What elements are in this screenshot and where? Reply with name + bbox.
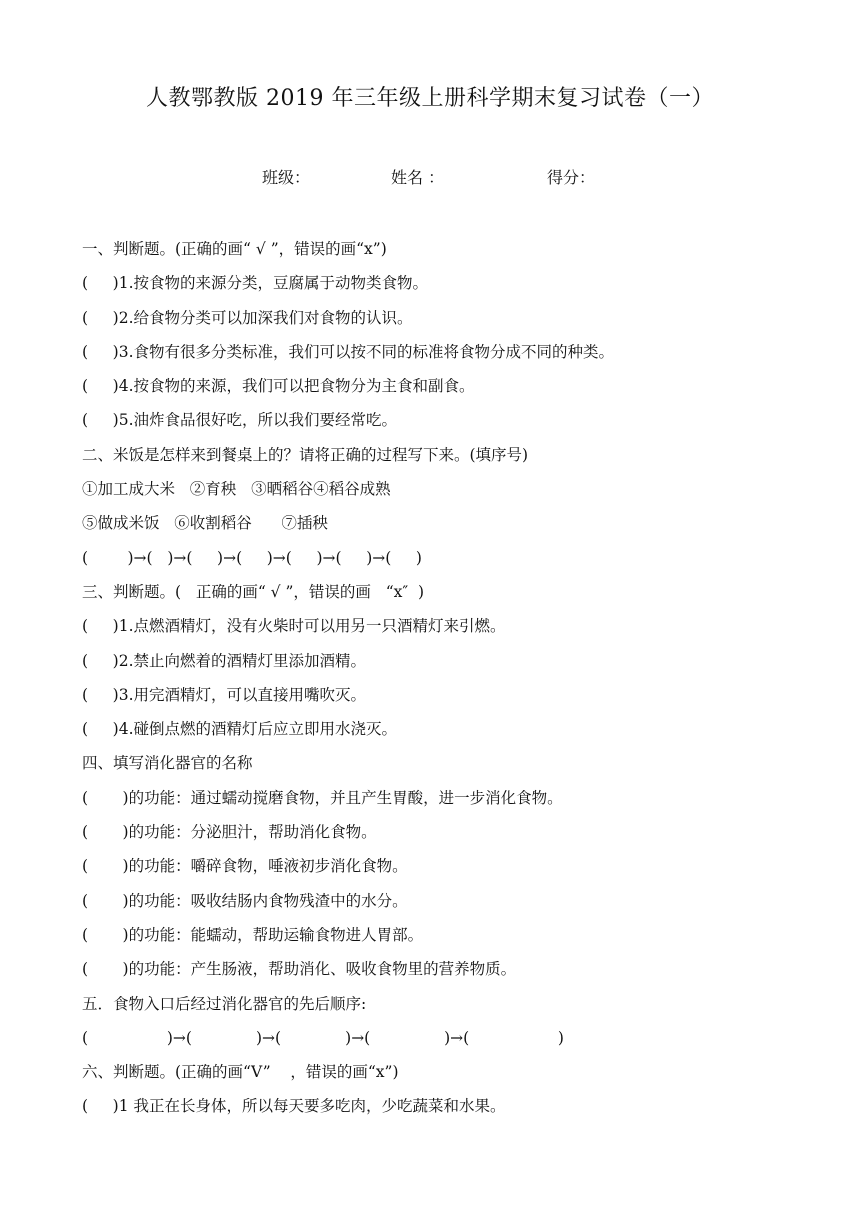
option-line: ①加工成大米 ②育秧 ③晒稻谷④稻谷成熟 — [82, 480, 391, 499]
question-line: ( )3.用完酒精灯，可以直接用嘴吹灭。 — [82, 685, 367, 704]
question-list — [82, 232, 802, 1124]
question-line: ( )的功能：通过蠕动搅磨食物，并且产生胃酸，进一步消化食物。 — [82, 788, 563, 807]
section-5-heading: 五．食物入口后经过消化器官的先后顺序: — [82, 994, 367, 1013]
sequence-blanks: ( )→( )→( )→( )→( ) — [82, 1028, 564, 1047]
option-line: ⑤做成米饭 ⑥收割稻谷 ⑦插秧 — [82, 514, 328, 533]
question-line: ( )1.按食物的来源分类，豆腐属于动物类食物。 — [82, 274, 429, 293]
question-line: ( )4.按食物的来源，我们可以把食物分为主食和副食。 — [82, 377, 475, 396]
section-4-heading: 四、填写消化器官的名称 — [82, 754, 253, 773]
question-line: ( )1.点燃酒精灯，没有火柴时可以用另一只酒精灯来引燃。 — [82, 617, 506, 636]
question-line: ( )4.碰倒点燃的酒精灯后应立即用水浇灭。 — [82, 720, 398, 739]
question-line: ( )的功能：能蠕动，帮助运输食物进人胃部。 — [82, 925, 424, 944]
question-line: ( )的功能：吸收结肠内食物残渣中的水分。 — [82, 891, 408, 910]
section-2-heading: 二、米饭是怎样来到餐桌上的？请将正确的过程写下来。(填序号) — [82, 445, 529, 464]
question-line: ( )的功能：分泌胆汁，帮助消化食物。 — [82, 823, 377, 842]
question-line: ( )2.给食物分类可以加深我们对食物的认识。 — [82, 308, 413, 327]
score-label: 得分： — [547, 168, 596, 187]
question-line: ( )的功能：嚼碎食物，唾液初步消化食物。 — [82, 857, 408, 876]
section-3-heading: 三、判断题。( 正确的画“ √ ”，错误的画 “x″ ) — [82, 582, 425, 601]
exam-title: 人教鄂教版 2019 年三年级上册科学期末复习试卷（一） — [146, 86, 714, 111]
class-label: 班级： — [262, 168, 311, 187]
question-line: ( )的功能：产生肠液，帮助消化、吸收食物里的营养物质。 — [82, 960, 517, 979]
section-1-heading: 一、判断题。(正确的画“ √ ”，错误的画“x”) — [82, 240, 387, 258]
question-line: ( )2.禁止向燃着的酒精灯里添加酒精。 — [82, 651, 367, 670]
question-line: ( )1 我正在长身体，所以每天要多吃肉，少吃蔬菜和水果。 — [82, 1097, 506, 1116]
question-line: ( )3.食物有很多分类标准，我们可以按不同的标准将食物分成不同的种类。 — [82, 342, 615, 361]
sequence-blanks: ( )→( )→( )→( )→( )→( )→( ) — [82, 548, 422, 567]
section-6-heading: 六、判断题。(正确的画“V” ，错误的画“x”) — [82, 1063, 399, 1082]
name-label: 姓名 ： — [391, 168, 445, 187]
question-line: ( )5.油炸食品很好吃，所以我们要经常吃。 — [82, 411, 398, 430]
